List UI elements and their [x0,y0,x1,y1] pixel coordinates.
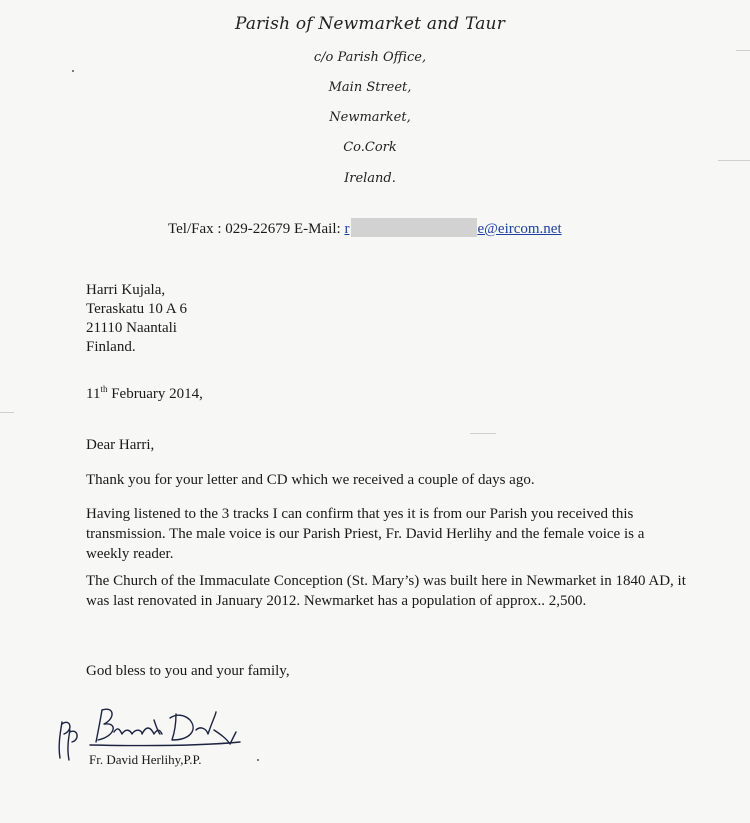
body-paragraph: Thank you for your letter and CD which we received a couple of days ago. [86,472,535,488]
address-line: Main Street, [328,80,412,95]
letterhead [0,0,750,200]
email-link[interactable]: e@eircom.net [477,221,562,237]
body-paragraph: Having listened to the 3 tracks I can confirm that yes it is from our Parish you received this transmission. The male voice is our Parish Priest, Fr. David Herlihy and the female voice is a weekly reader. [86,506,645,562]
letter-date [86,384,203,403]
body-paragraph: The Church of the Immaculate Conception (St. Mary’s) was built here in Newmarket in 1840 AD, it was last renovated in January 2012. Newmarket has a population of approx.. 2,500. [86,573,686,609]
closing-line: God bless to you and your family, [86,663,290,679]
address-line: Newmarket, [329,110,411,125]
parish-title: Parish of Newmarket and Taur [234,14,506,34]
redacted-block [351,218,477,237]
recipient-line: 21110 Naantali [86,320,177,336]
recipient-line: Finland. [86,339,136,355]
scan-speck [257,759,259,761]
recipient-address [86,281,187,357]
scan-mark [718,160,750,161]
scan-mark [0,412,14,413]
scan-mark [470,433,496,434]
scan-mark [736,50,750,51]
signer-name: Fr. David Herlihy,P.P. [89,752,202,767]
scan-speck [72,70,74,72]
email-link-start[interactable]: r [344,221,350,237]
address-line: Co.Cork [343,140,397,155]
tel-email-label: Tel/Fax : 029-22679 E-Mail: [168,221,345,237]
date-rest: February 2014, [107,386,203,402]
date-day: 11 [86,386,101,402]
salutation: Dear Harri, [86,437,155,453]
contact-line [168,218,562,238]
address-line: Ireland. [344,171,396,186]
date-suffix: th [100,384,108,394]
recipient-line: Harri Kujala, [86,282,166,298]
recipient-line: Teraskatu 10 A 6 [86,301,188,317]
address-line: c/o Parish Office, [313,50,427,65]
